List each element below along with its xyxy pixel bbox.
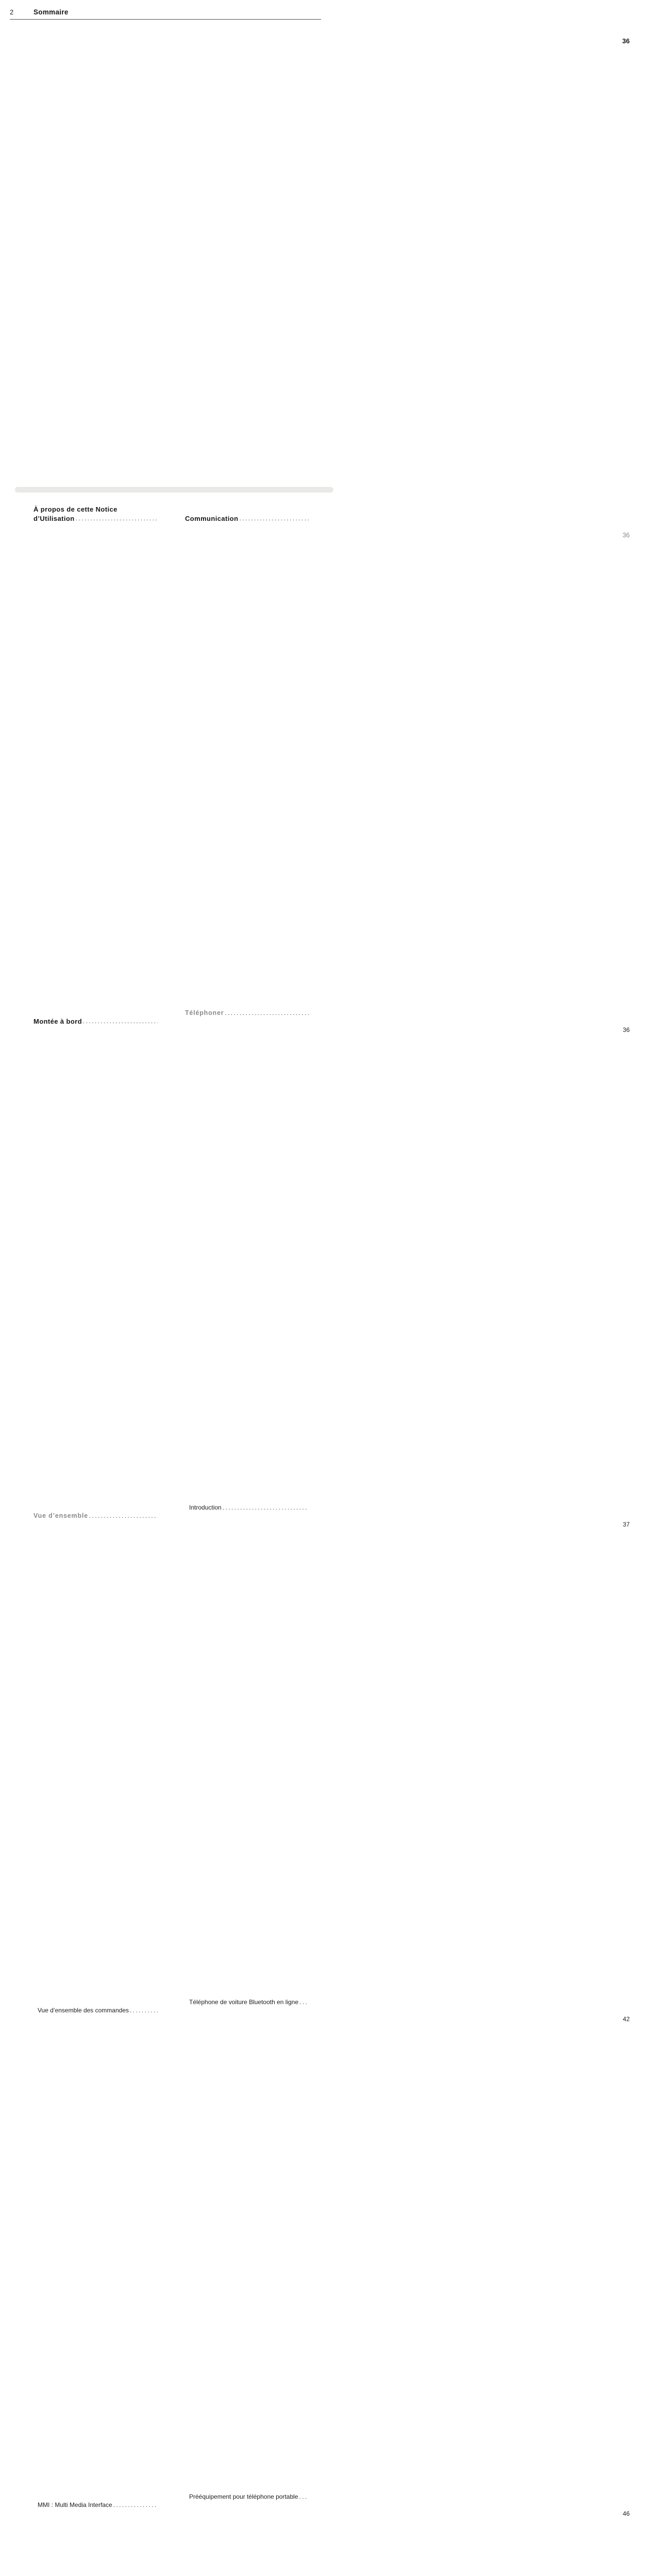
page-header — [10, 8, 321, 16]
toc-entry-label: Introduction ..... — [189, 1503, 307, 1512]
toc-entry-label: Vue d’ensemble des commandes ..... — [38, 2006, 156, 2015]
toc-entry-label: Téléphoner ..... — [185, 1009, 307, 1018]
header-rule — [10, 19, 321, 20]
toc-entry-page: 36 — [309, 1018, 657, 1512]
toc-entry-page: 42 — [309, 2007, 657, 2501]
toc-entry-label: Communication ..... — [185, 514, 307, 523]
toc — [33, 28, 630, 2576]
toc-entry-chapter — [33, 28, 170, 523]
toc-entry-label: À propos de cette Notice d’Utilisation ..... — [33, 505, 156, 523]
page-number: 2 — [10, 8, 14, 16]
toc-entry-chapter — [33, 531, 170, 1026]
toc-entry-item — [33, 2510, 170, 2576]
toc-entry-label: Vue d’ensemble ..... — [33, 1512, 156, 1520]
toc-entry-label: MMI : Multi Media Interface ..... — [38, 2501, 156, 2510]
toc-entry-item — [33, 2015, 170, 2510]
toc-entry-page: 46 — [309, 2501, 657, 2576]
page-bottom-shadow — [15, 487, 333, 493]
toc-entry-section — [33, 1026, 170, 1520]
toc-entry-page: 36 — [309, 28, 657, 523]
toc-entry-label: Prééquipement pour téléphone portable ..... — [189, 2493, 307, 2501]
toc-entry-label: Montée à bord ..... — [33, 1017, 156, 1026]
toc-entry-page: 36 — [309, 523, 657, 1018]
toc-entry-item — [33, 1520, 170, 2015]
toc-entry-label: Téléphone de voiture Bluetooth en ligne ..... — [189, 1998, 307, 2007]
toc-entry-page: 37 — [309, 1512, 657, 2007]
toc-column-left — [33, 28, 170, 2576]
page-title: Sommaire — [33, 8, 69, 16]
